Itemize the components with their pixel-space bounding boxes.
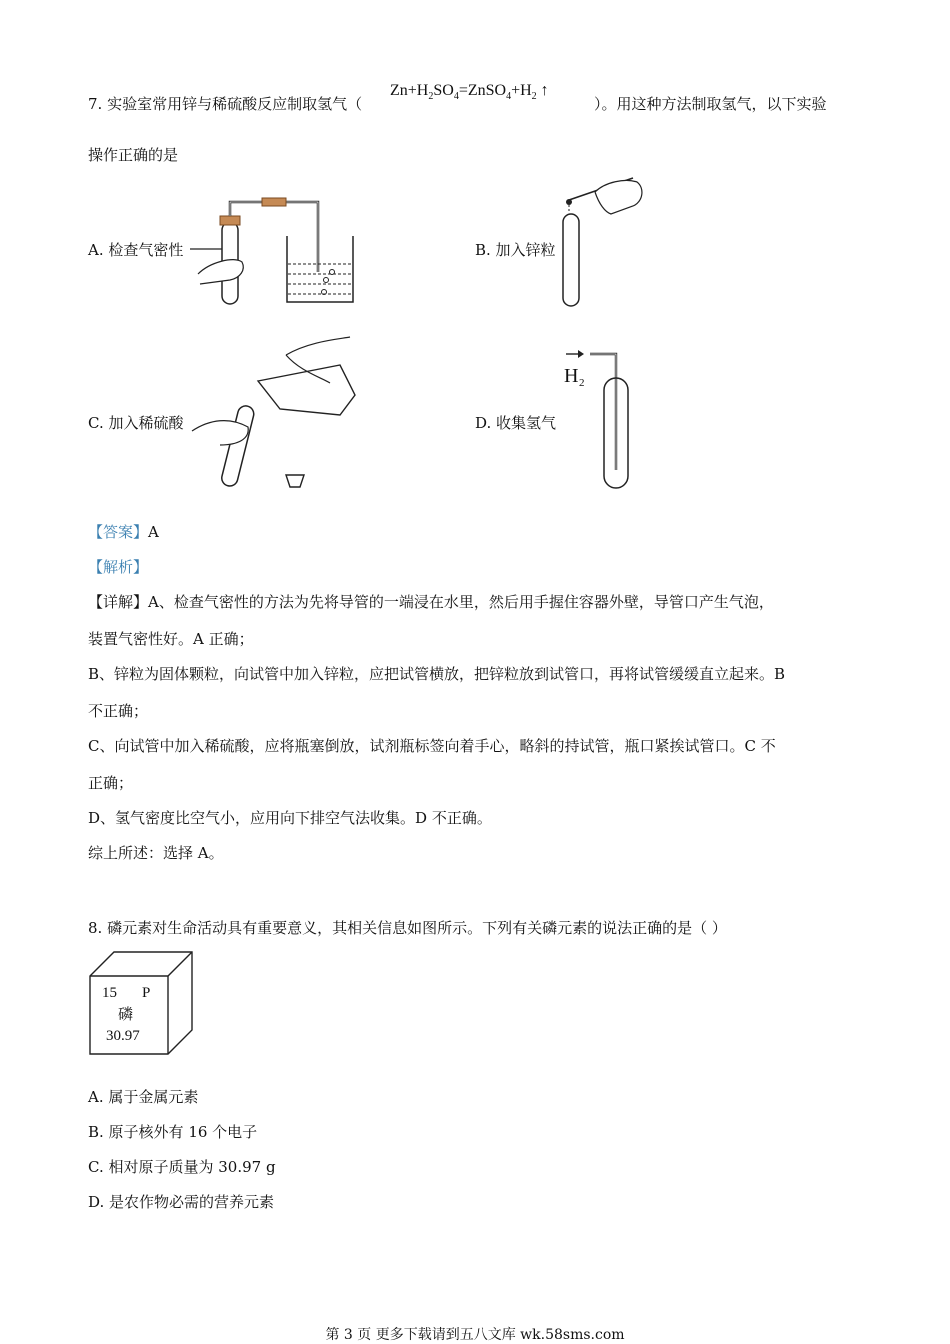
detail-label: 【详解】 bbox=[88, 593, 149, 611]
summary-line: 综上所述：选择 A。 bbox=[88, 844, 224, 862]
detail-text: A、检查气密性的方法为先将导管的一端浸在水里，然后用手握住容器外壁，导管口产生气泡， bbox=[148, 593, 774, 611]
q7-stem-suffix: ）。用这种方法制取氢气，以下实验 bbox=[594, 95, 827, 113]
q7-option-c: C. 加入稀硫酸 bbox=[88, 414, 184, 432]
answer-line bbox=[88, 522, 159, 542]
q7-stem-prefix: 7. 实验室常用锌与稀硫酸反应制取氢气（ bbox=[88, 95, 363, 113]
airtightness-test-figure bbox=[190, 192, 360, 312]
detail-line-1a bbox=[88, 592, 774, 612]
chemical-equation bbox=[390, 82, 549, 102]
eq-part: =ZnSO bbox=[458, 82, 507, 99]
detail-line-3b: 正确； bbox=[88, 774, 134, 792]
q8-stem: 8. 磷元素对生命活动具有重要意义，其相关信息如图所示。下列有关磷元素的说法正确的是（ ） bbox=[88, 919, 727, 937]
eq-part: Zn+H bbox=[390, 82, 429, 99]
element-cube-outline bbox=[88, 948, 196, 1056]
h2-label: H bbox=[564, 365, 579, 387]
element-name: 磷 bbox=[118, 1007, 134, 1023]
answer-label: 【答案】 bbox=[88, 523, 149, 541]
atomic-mass: 30.97 bbox=[106, 1028, 140, 1044]
q7-stem-line2: 操作正确的是 bbox=[88, 146, 179, 164]
q7-option-d: D. 收集氢气 bbox=[475, 414, 557, 432]
q7-option-b: B. 加入锌粒 bbox=[475, 241, 556, 259]
q8-option-a: A. 属于金属元素 bbox=[88, 1088, 199, 1106]
q7-option-a: A. 检查气密性 bbox=[88, 241, 184, 259]
eq-part: SO bbox=[433, 82, 454, 99]
h2-subscript: 2 bbox=[579, 377, 585, 389]
detail-line-2a: B、锌粒为固体颗粒，向试管中加入锌粒，应把试管横放，把锌粒放到试管口，再将试管缓缓直立起来。B bbox=[88, 665, 786, 683]
q8-option-c: C. 相对原子质量为 30.97 g bbox=[88, 1158, 276, 1176]
add-acid-figure bbox=[190, 335, 365, 495]
add-zinc-figure bbox=[555, 172, 655, 312]
eq-sub: 2 bbox=[531, 91, 537, 103]
page-footer: 第 3 页 更多下载请到五八文库 wk.58sms.com bbox=[325, 1327, 625, 1343]
eq-sub: 2 bbox=[428, 91, 434, 103]
q7-stem-line1 bbox=[88, 94, 362, 114]
element-symbol: P bbox=[142, 985, 151, 1001]
atomic-number: 15 bbox=[102, 985, 117, 1001]
collect-hydrogen-figure bbox=[560, 342, 650, 492]
eq-sub: 4 bbox=[506, 91, 512, 103]
eq-sub: 4 bbox=[453, 91, 459, 103]
q8-option-b: B. 原子核外有 16 个电子 bbox=[88, 1123, 258, 1141]
detail-line-4: D、氢气密度比空气小，应用向下排空气法收集。D 不正确。 bbox=[88, 809, 492, 827]
answer-value: A bbox=[148, 523, 159, 541]
eq-arrow: ↑ bbox=[536, 82, 549, 99]
q8-option-d: D. 是农作物必需的营养元素 bbox=[88, 1193, 275, 1211]
detail-line-1b: 装置气密性好。A 正确； bbox=[88, 630, 254, 648]
analysis-label: 【解析】 bbox=[88, 558, 149, 576]
detail-line-2b: 不正确； bbox=[88, 702, 149, 720]
detail-line-3a: C、向试管中加入稀硫酸，应将瓶塞倒放，试剂瓶标签向着手心，略斜的持试管，瓶口紧挨试管口。C 不 bbox=[88, 737, 776, 755]
eq-part: +H bbox=[511, 82, 532, 99]
